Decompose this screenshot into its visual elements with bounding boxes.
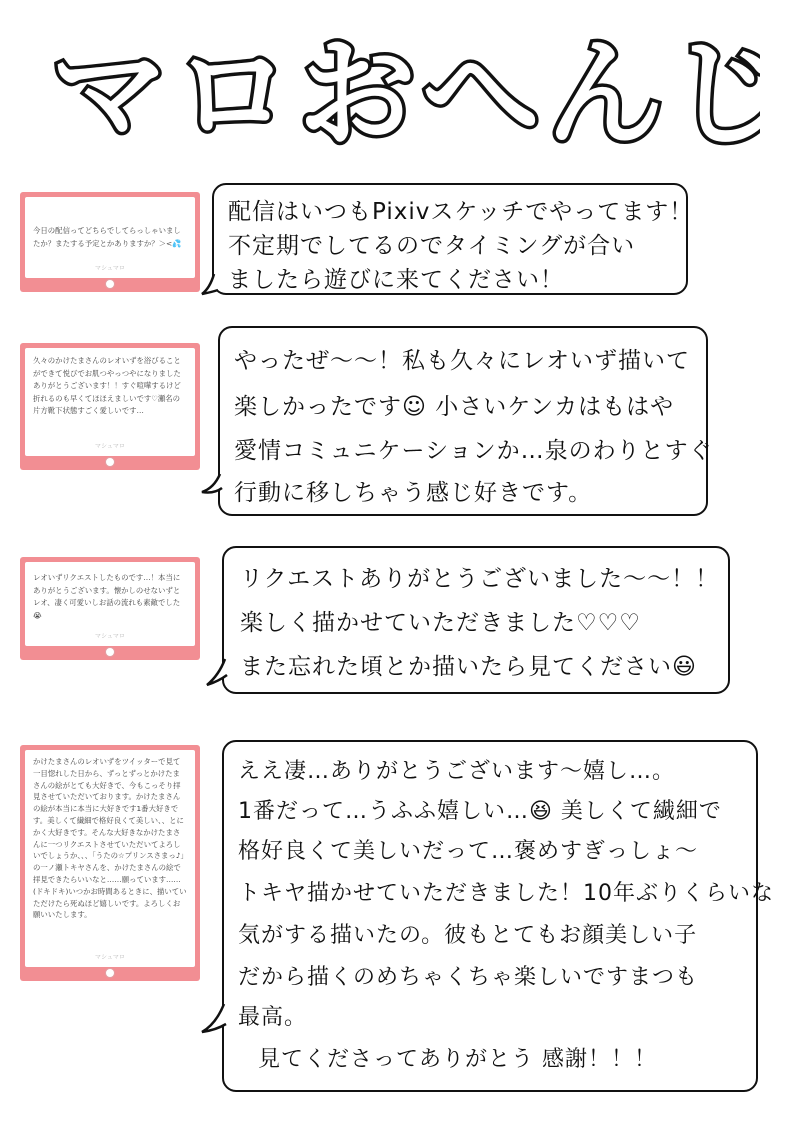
card-brand: マシュマロ xyxy=(95,264,125,272)
reply-line: 楽しく描かせていただきました♡♡♡ xyxy=(240,610,641,636)
marshmallow-logo-icon xyxy=(105,968,115,978)
question-card-3 xyxy=(20,557,200,660)
reply-line: また忘れた頃とか描いたら見てください😃 xyxy=(240,654,697,680)
card-brand: マシュマロ xyxy=(95,632,125,640)
question-text: 久々のかけたまさんのレオいずを浴びることができて悦びでお肌つやっつやになりましたありがとうございます！！すぐ喧嘩するけど折れるのも早くてほほえましいです♡瀬名の片方靴下状態すごく愛しいです… xyxy=(33,356,181,415)
reply-line: ましたら遊びに来てください！ xyxy=(228,267,564,293)
bubble-tail xyxy=(205,655,229,693)
marshmallow-logo-icon xyxy=(105,647,115,657)
marshmallow-logo-icon xyxy=(105,279,115,289)
reply-line: 1番だって…うふふ嬉しい…😆 美しくて繊細で xyxy=(238,799,722,824)
reply-line: 気がする描いたの。彼もとてもお顔美しい子 xyxy=(238,923,698,948)
bubble-tail xyxy=(198,1000,228,1044)
reply-line: リクエストありがとうございました〜〜！！ xyxy=(240,566,720,592)
page-title xyxy=(40,10,760,170)
reply-bubble-4 xyxy=(222,740,774,1092)
reply-line: やったぜ〜〜！私も久々にレオいず描いて xyxy=(234,348,690,374)
reply-bubble-2 xyxy=(218,326,713,516)
question-text: 今日の配信ってどちらでしてらっしゃいましたか？またする予定とかありますか？＞<💦 xyxy=(33,226,182,248)
reply-line: 格好良くて美しいだって…褒めすぎっしょ〜 xyxy=(238,839,699,864)
bubble-tail xyxy=(200,470,224,504)
question-text: かけたまさんのレオいずをツイッターで見て一目惚れした日から、ずっとずっとかけたまさんの絵がとても大好きで、今もこっそり拝見させていただいております。かけたまさんの絵が本当に本当に大好きです1番大好きです。美しくて繊細で格好良くて美しい、、とにかく大好きです。そんな大好きなかけたまさんに一つリクエストさせていただいてよろしいでしょうか、、、「うたの☆プリンスさまっ♪」の一ノ瀬トキヤさんを、かけたまさんの絵で拝見できたらいいなと……願っています……(ドキドキ)いつかお時間あるときに、描いていただけたら死ぬほど嬉しいです。よろしくお願いいたします。 xyxy=(33,757,187,920)
reply-bubble-1 xyxy=(212,183,694,295)
reply-line: ええ凄…ありがとうございます〜嬉し…。 xyxy=(238,759,676,784)
reply-line: だから描くのめちゃくちゃ楽しいですまつも xyxy=(238,965,699,990)
card-brand: マシュマロ xyxy=(95,954,125,962)
reply-line: 行動に移しちゃう感じ好きです。 xyxy=(234,480,593,506)
reply-line: 楽しかったです☺ 小さいケンカはもはや xyxy=(234,394,675,420)
title-text: マロおへんじ xyxy=(50,25,760,163)
reply-line: 最高。 xyxy=(238,1005,308,1030)
title-lettering xyxy=(40,10,760,170)
reply-line: 配信はいつもPixivスケッチでやってます！ xyxy=(228,199,694,225)
reply-line: 愛情コミュニケーションか…泉のわりとすぐ xyxy=(234,438,713,464)
question-card-4 xyxy=(20,745,200,981)
marshmallow-logo-icon xyxy=(105,457,115,467)
reply-bubble-3 xyxy=(222,546,730,694)
reply-line: 不定期でしてるのでタイミングが合い xyxy=(228,233,636,259)
question-card-1 xyxy=(20,192,200,292)
reply-line: 見てくださってありがとう 感謝！！！ xyxy=(258,1047,657,1072)
bubble-tail xyxy=(200,270,220,304)
card-brand: マシュマロ xyxy=(95,442,125,450)
question-text: レオいずリクエストしたものです…！本当にありがとうございます。懐かしのせないずとレオ、凄く可愛いしお話の流れも素敵でした😭 xyxy=(33,573,181,620)
reply-line: トキヤ描かせていただきました！10年ぶりくらいな xyxy=(238,881,774,906)
question-card-2 xyxy=(20,343,200,470)
